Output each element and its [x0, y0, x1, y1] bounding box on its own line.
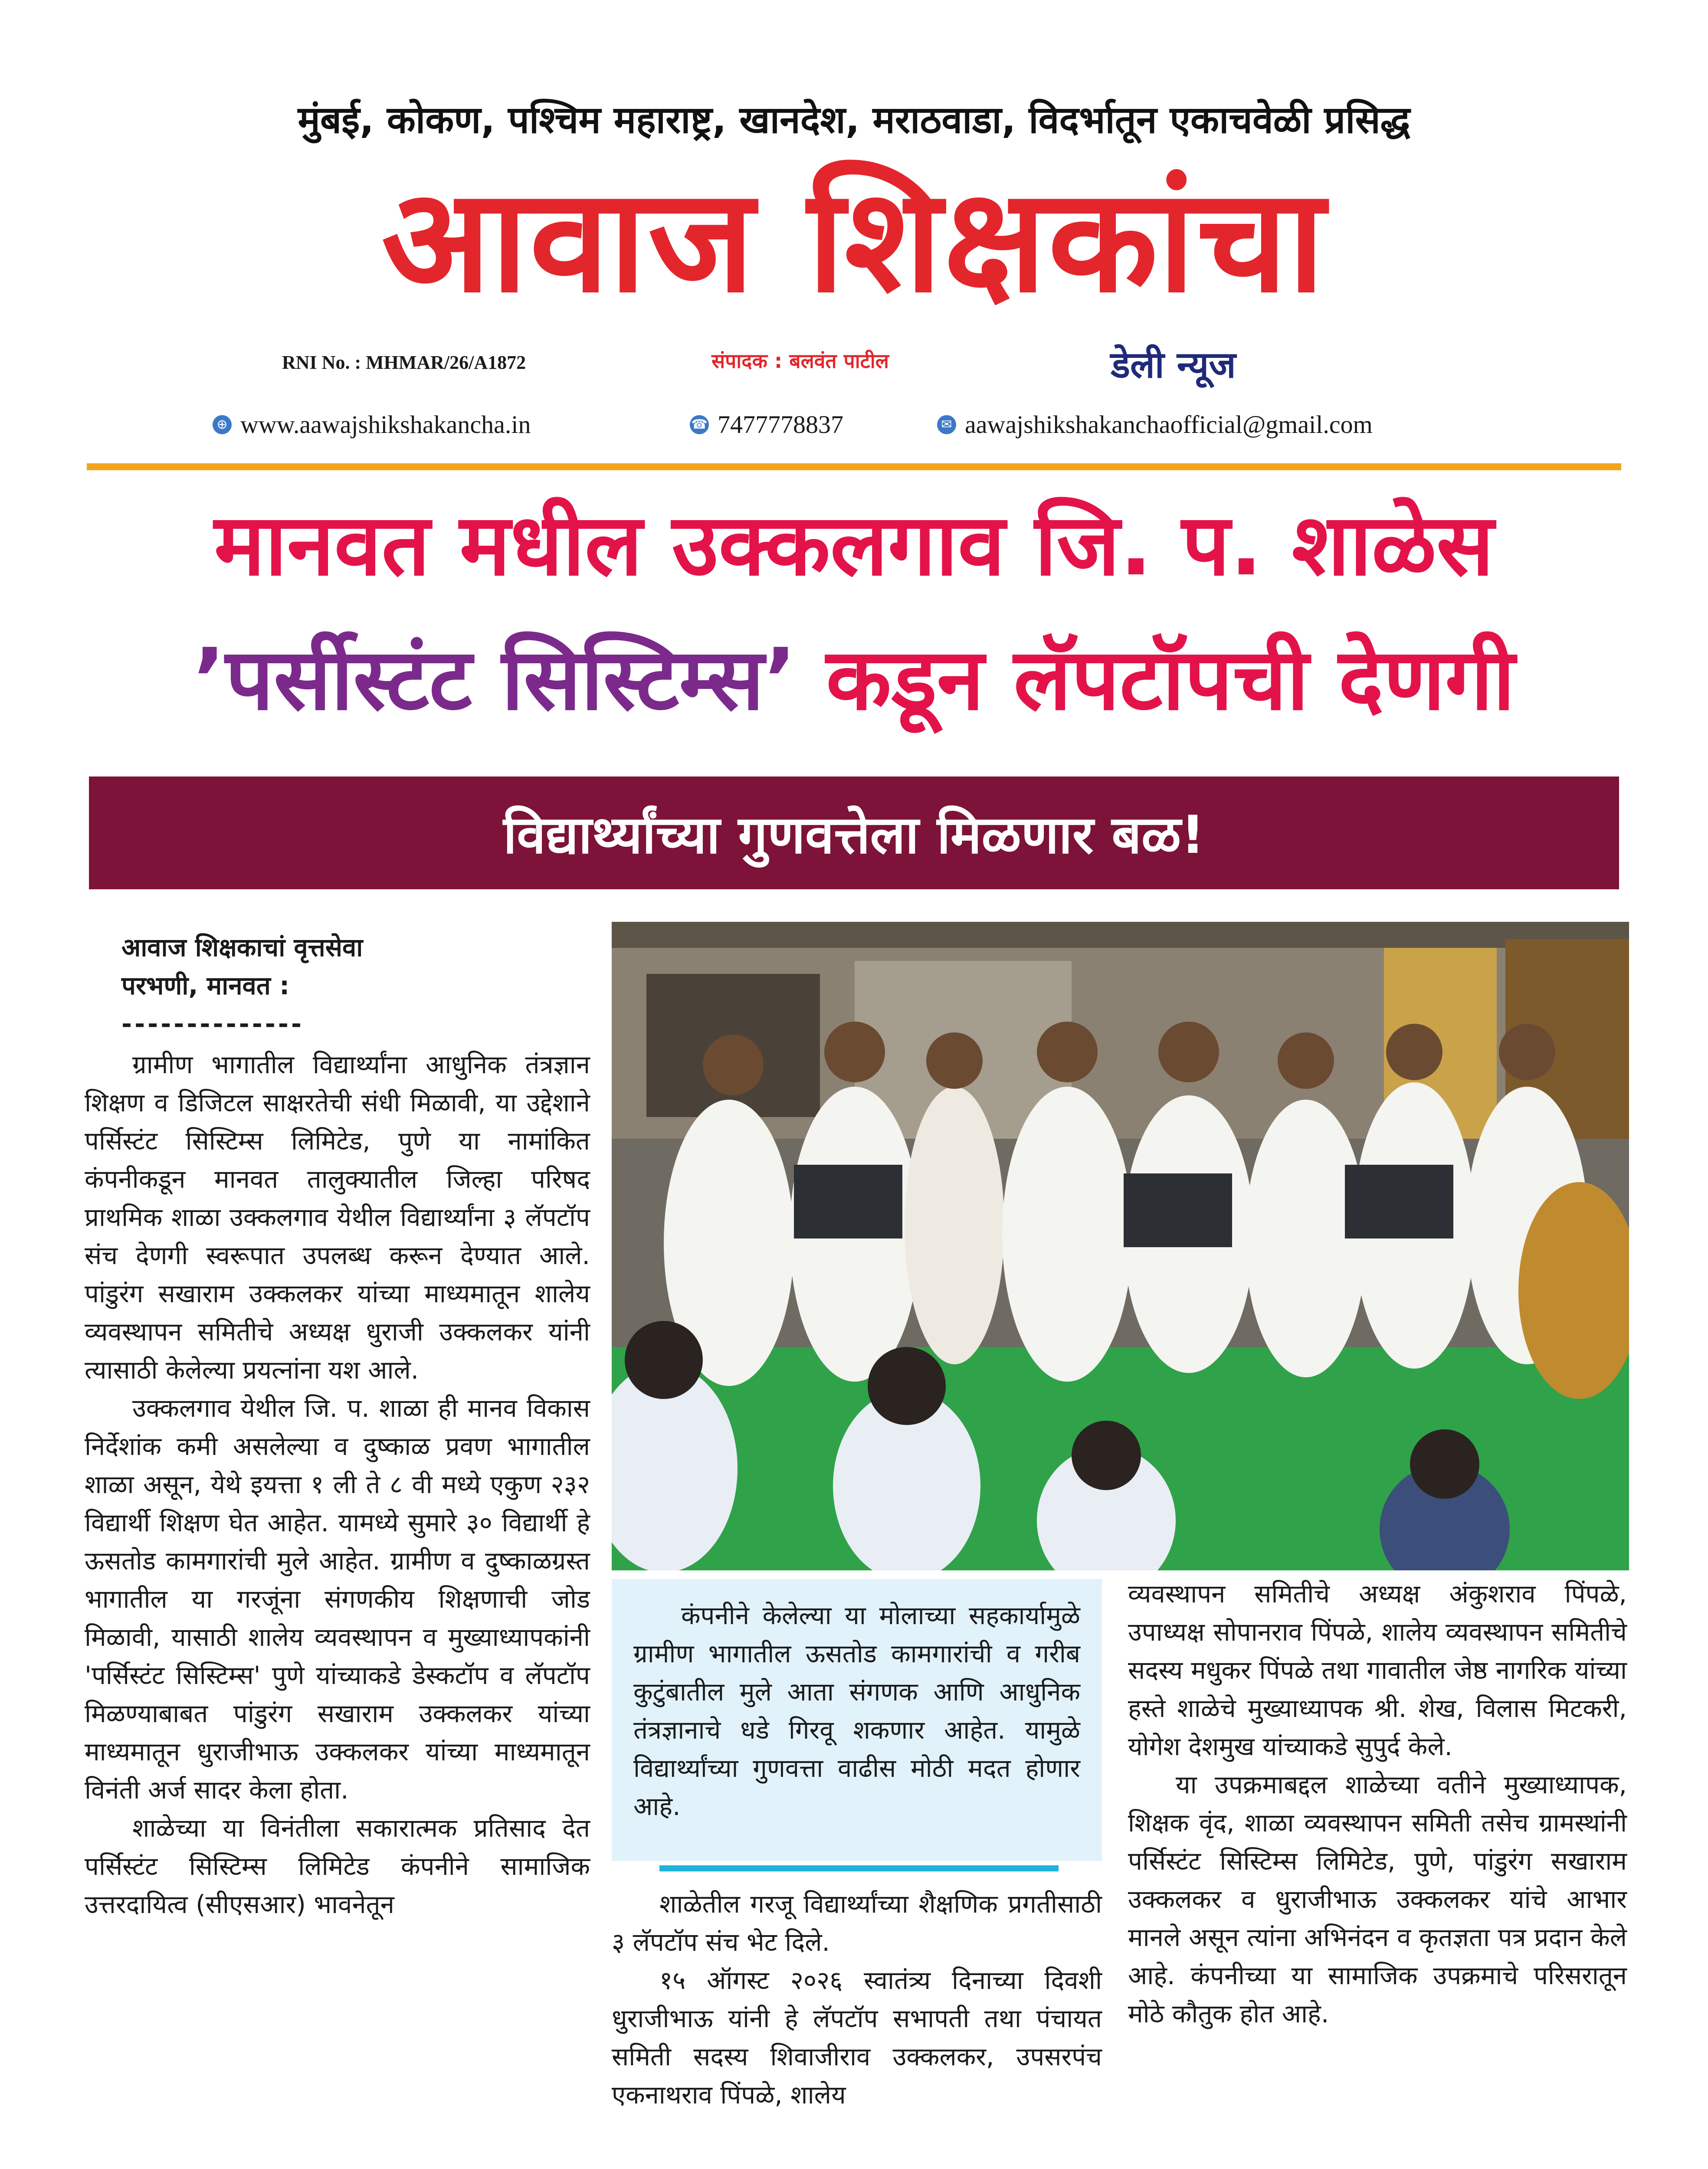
editor-credit: संपादक : बलवंत पाटील — [711, 349, 889, 373]
subheadline: विद्यार्थ्यांच्या गुणवत्तेला मिळणार बळ! — [503, 805, 1205, 865]
article-paragraph: शाळेच्या या विनंतीला सकारात्मक प्रतिसाद देत पर्सिस्टंट सिस्टिम्स लिमिटेड कंपनीने सामाजिक उत्तरदायित्व (सीएसआर) भावनेतून — [85, 1813, 590, 1919]
rni-number: RNI No. : MHMAR/26/A1872 — [282, 352, 526, 373]
phone-contact[interactable] — [690, 410, 843, 439]
daily-news-label: डेली न्यूज — [1111, 344, 1236, 386]
headline-line-2 — [52, 630, 1656, 729]
email-contact[interactable] — [937, 410, 1373, 439]
article-paragraph: या उपक्रमाबद्दल शाळेच्या वतीने मुख्याध्यापक, शिक्षक वृंद, शाळा व्यवस्थापन समिती तसेच ग्रामस्थांनी पर्सिस्टंट सिस्टिम्स लिमिटेड, पुणे, पांडुरंग सखाराम उक्कलकर व धुराजीभाऊ उक्कलकर यांचे आभार मानले असून त्यांना अभिनंदन व कृतज्ञता पत्र प्रदान केले आहे. कंपनीच्या या सामाजिक उपक्रमाचे परिसरातून मोठे कौतुक होत आहे. — [1128, 1770, 1627, 2028]
header-divider — [87, 463, 1621, 470]
article-column-2 — [612, 1885, 1102, 2114]
article-paragraph: शाळेतील गरजू विद्यार्थ्यांच्या शैक्षणिक प्रगतीसाठी ३ लॅपटॉप संच भेट दिले. — [612, 1889, 1102, 1957]
article-paragraph: उक्कलगाव येथील जि. प. शाळा ही मानव विकास निर्देशांक कमी असलेल्या व दुष्काळ प्रवण भागातील शाळा असून, येथे इयत्ता १ ली ते ८ वी मध्ये एकुण २३२ विद्यार्थी शिक्षण घेत आहेत. यामध्ये सुमारे ३० विद्यार्थी हे ऊसतोड कामगारांची मुले आहेत. ग्रामीण व दुष्काळग्रस्त भागातील या गरजूंना संगणकीय शिक्षणाची जोड मिळावी, यासाठी शालेय व्यवस्थापन व मुख्याध्यापकांनी 'पर्सिस्टंट सिस्टिम्स' पुणे यांच्याकडे डेस्कटॉप व लॅपटॉप मिळण्याबाबत पांडुरंग सखाराम उक्कलकर यांच्या माध्यमातून धुराजीभाऊ उक्कलकर यांच्या माध्यमातून विनंती अर्ज सादर केला होता. — [85, 1393, 590, 1805]
headline-line-1: मानवत मधील उक्कलगाव जि. प. शाळेस — [214, 496, 1494, 595]
subheadline-bar — [89, 777, 1619, 889]
website-link[interactable]: www.aawajshikshakancha.in — [240, 410, 531, 439]
article-paragraph: ग्रामीण भागातील विद्यार्थ्यांना आधुनिक तंत्रज्ञान शिक्षण व डिजिटल साक्षरतेची संधी मिळावी, या उद्देशाने पर्सिस्टंट सिस्टिम्स लिमिटेड, पुणे या नामांकित कंपनीकडून मानवत तालुक्यातील जिल्हा परिषद प्राथमिक शाळा उक्कलगाव येथील विद्यार्थ्यांना ३ लॅपटॉप संच देणगी स्वरूपात उपलब्ध करून देण्यात आले. पांडुरंग सखाराम उक्कलकर यांच्या माध्यमातून शालेय व्यवस्थापन समितीचे अध्यक्ष धुराजी उक्कलकर यांनी त्यासाठी केलेल्या प्रयत्नांना यश आले. — [85, 1050, 590, 1385]
article-column-1 — [85, 1045, 590, 1923]
byline-place: परभणी, मानवत : — [121, 971, 290, 1000]
article-column-3 — [1128, 1575, 1627, 2033]
email-icon: ✉ — [937, 415, 956, 434]
headline-company: ’पर्सीस्टंट सिस्टिम्स’ — [193, 630, 797, 729]
byline-divider: -------------- — [121, 1009, 305, 1039]
tagline: मुंबई, कोकण, पश्चिम महाराष्ट्र, खानदेश, मराठवाडा, विदर्भातून एकाचवेळी प्रसिद्ध — [298, 98, 1410, 142]
pull-quote-text: कंपनीने केलेल्या या मोलाच्या सहकार्यामुळे ग्रामीण भागातील ऊसतोड कामगारांची व गरीब कुटुंबातील मुले आता संगणक आणि आधुनिक तंत्रज्ञानाचे धडे गिरवू शकणार आहेत. यामुळे विद्यार्थ्यांच्या गुणवत्ता वाढीस मोठी मदत होणार आहे. — [633, 1601, 1080, 1821]
article-paragraph: १५ ऑगस्ट २०२६ स्वातंत्र्य दिनाच्या दिवशी धुराजीभाऊ यांनी हे लॅपटॉप सभापती तथा पंचायत समिती सदस्य शिवाजीराव उक्कलकर, उपसरपंच एकनाथराव पिंपळे, शालेय — [612, 1966, 1102, 2110]
email-address[interactable]: aawajshikshakanchaofficial@gmail.com — [965, 410, 1373, 439]
headline-rest: कडून लॅपटॉपची देणगी — [826, 630, 1515, 729]
byline-service: आवाज शिक्षकाचां वृत्तसेवा — [121, 933, 363, 962]
article-paragraph: व्यवस्थापन समितीचे अध्यक्ष अंकुशराव पिंपळे, उपाध्यक्ष सोपानराव पिंपळे, शालेय व्यवस्थापन समितीचे सदस्य मधुकर पिंपळे तथा गावातील जेष्ठ नागरिक यांच्या हस्ते शाळेचे मुख्याध्यापक श्री. शेख, विलास मिटकरी, योगेश देशमुख यांच्याकडे सुपुर्द केले. — [1128, 1579, 1627, 1761]
phone-icon: ☎ — [690, 415, 709, 434]
byline — [121, 928, 555, 1043]
phone-number[interactable]: 7477778837 — [718, 410, 843, 439]
globe-icon: ⊕ — [213, 415, 232, 434]
event-photo — [612, 922, 1629, 1570]
website-contact[interactable] — [213, 410, 531, 439]
pull-quote — [612, 1579, 1102, 1861]
pull-quote-underline — [659, 1865, 1059, 1871]
event-photo-illustration — [612, 922, 1629, 1570]
masthead-title: आवाज शिक्षकांचा — [381, 157, 1327, 324]
